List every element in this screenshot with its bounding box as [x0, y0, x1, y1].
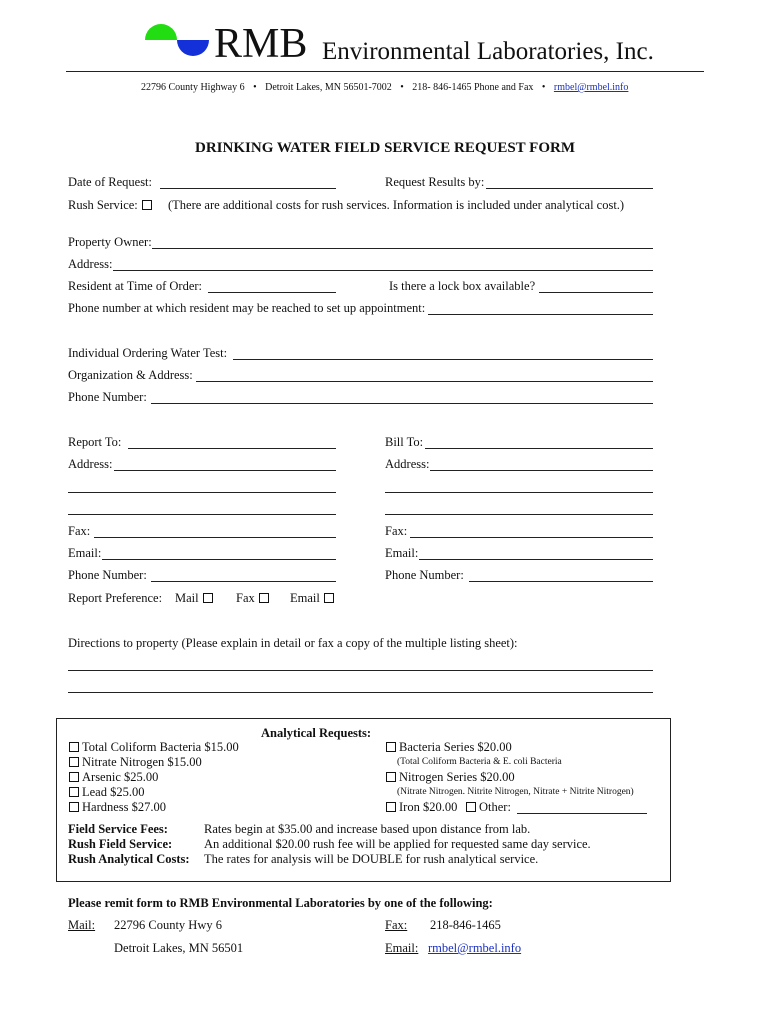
- analytical-item-checkbox[interactable]: [69, 787, 79, 797]
- report-address-label: Address:: [68, 457, 113, 471]
- date-of-request-label: Date of Request:: [68, 175, 153, 189]
- header-divider: [66, 71, 704, 72]
- bill-to-label: Bill To:: [385, 435, 424, 449]
- other-field[interactable]: [517, 813, 647, 814]
- iron-option[interactable]: Iron $20.00: [385, 800, 457, 815]
- analytical-item[interactable]: Nitrate Nitrogen $15.00: [68, 755, 239, 770]
- lock-box-field[interactable]: [539, 292, 653, 293]
- analytical-item-checkbox[interactable]: [69, 742, 79, 752]
- other-checkbox[interactable]: [466, 802, 476, 812]
- analytical-item-checkbox[interactable]: [69, 757, 79, 767]
- bacteria-series-note: (Total Coliform Bacteria & E. coli Bacteria: [397, 757, 562, 767]
- report-preference-label: Report Preference:: [68, 591, 163, 605]
- bacteria-series-option[interactable]: Bacteria Series $20.00: [385, 740, 512, 755]
- request-results-label: Request Results by:: [385, 175, 485, 189]
- header-phone: 218- 846-1465 Phone and Fax: [412, 82, 534, 93]
- rush-service-label: [68, 198, 155, 213]
- pref-fax-checkbox[interactable]: [259, 593, 269, 603]
- remit-mail-label: Mail:: [68, 918, 96, 932]
- resident-phone-label: Phone number at which resident may be reached to set up appointment:: [68, 301, 426, 315]
- pref-mail-checkbox[interactable]: [203, 593, 213, 603]
- bill-phone-field[interactable]: [469, 581, 653, 582]
- report-fax-field[interactable]: [94, 537, 336, 538]
- fee-row: Rush Analytical Costs: The rates for analysis will be DOUBLE for rush analytical service.: [68, 852, 539, 866]
- analytical-heading: Analytical Requests:: [261, 726, 372, 740]
- individual-ordering-field[interactable]: [233, 359, 653, 360]
- bill-fax-label: Fax:: [385, 524, 408, 538]
- individual-ordering-label: Individual Ordering Water Test:: [68, 346, 228, 360]
- report-to-label: Report To:: [68, 435, 122, 449]
- nitrogen-series-option[interactable]: Nitrogen Series $20.00: [385, 770, 515, 785]
- report-to-field[interactable]: [128, 448, 336, 449]
- report-address-line-3[interactable]: [68, 514, 336, 515]
- pref-email-option[interactable]: [290, 591, 337, 606]
- resident-label: Resident at Time of Order:: [68, 279, 203, 293]
- iron-checkbox[interactable]: [386, 802, 396, 812]
- bill-email-field[interactable]: [419, 559, 653, 560]
- property-owner-field[interactable]: [152, 248, 653, 249]
- request-results-field[interactable]: [486, 188, 653, 189]
- remit-email-label: Email:: [385, 941, 419, 955]
- remit-email-link[interactable]: rmbel@rmbel.info: [428, 941, 522, 955]
- phone-number-field[interactable]: [151, 403, 653, 404]
- header-email-link[interactable]: rmbel@rmbel.info: [553, 82, 629, 93]
- report-email-field[interactable]: [102, 559, 336, 560]
- company-name: Environmental Laboratories, Inc.: [322, 38, 654, 65]
- bacteria-series-checkbox[interactable]: [386, 742, 396, 752]
- report-email-label: Email:: [68, 546, 102, 560]
- fees-list: [68, 822, 591, 867]
- property-address-field[interactable]: [113, 270, 653, 271]
- pref-email-label: Email: [290, 591, 320, 605]
- resident-phone-field[interactable]: [428, 314, 653, 315]
- bill-address-line-3[interactable]: [385, 514, 653, 515]
- logo-title: RMB: [214, 21, 308, 67]
- report-address-field[interactable]: [114, 470, 336, 471]
- bill-email-label: Email:: [385, 546, 419, 560]
- report-fax-label: Fax:: [68, 524, 91, 538]
- rush-service-note: (There are additional costs for rush services. Information is included under analytical cost.): [168, 198, 625, 212]
- rush-service-text: Rush Service:: [68, 198, 138, 212]
- remit-fax-value: 218-846-1465: [430, 918, 501, 932]
- nitrogen-series-checkbox[interactable]: [386, 772, 396, 782]
- property-address-label: Address:: [68, 257, 113, 271]
- directions-line-1[interactable]: [68, 670, 653, 671]
- remit-fax-label: Fax:: [385, 918, 408, 932]
- analytical-item-checkbox[interactable]: [69, 772, 79, 782]
- analytical-left-list: [68, 740, 239, 815]
- nitrogen-series-note: (Nitrate Nitrogen. Nitrite Nitrogen, Nitrate + Nitrite Nitrogen): [397, 787, 634, 797]
- analytical-item-checkbox[interactable]: [69, 802, 79, 812]
- directions-line-2[interactable]: [68, 692, 653, 693]
- report-address-line-2[interactable]: [68, 492, 336, 493]
- organization-label: Organization & Address:: [68, 368, 193, 382]
- other-option[interactable]: Other:: [465, 800, 511, 815]
- rush-service-checkbox[interactable]: [142, 200, 152, 210]
- header-contact: 22796 County Highway 6 • Detroit Lakes, MN 56501-7002 • 218- 846-1465 Phone and Fax • rmbel@rmbel.info: [141, 82, 629, 93]
- organization-field[interactable]: [196, 381, 653, 382]
- header-city: Detroit Lakes, MN 56501-7002: [265, 82, 392, 93]
- pref-fax-label: Fax: [236, 591, 255, 605]
- form-title: DRINKING WATER FIELD SERVICE REQUEST FORM: [195, 140, 575, 156]
- analytical-item[interactable]: Total Coliform Bacteria $15.00: [68, 740, 239, 755]
- fee-row: Field Service Fees: Rates begin at $35.00 and increase based upon distance from lab.: [68, 822, 531, 836]
- resident-field[interactable]: [208, 292, 336, 293]
- date-of-request-field[interactable]: [160, 188, 336, 189]
- report-phone-label: Phone Number:: [68, 568, 147, 582]
- bill-to-field[interactable]: [425, 448, 653, 449]
- remit-heading: Please remit form to RMB Environmental Laboratories by one of the following:: [68, 896, 493, 910]
- bill-fax-field[interactable]: [410, 537, 653, 538]
- bill-phone-label: Phone Number:: [385, 568, 464, 582]
- analytical-item[interactable]: Hardness $27.00: [68, 800, 239, 815]
- directions-label: Directions to property (Please explain in detail or fax a copy of the multiple listing sheet):: [68, 636, 518, 650]
- phone-number-label: Phone Number:: [68, 390, 147, 404]
- bill-address-label: Address:: [385, 457, 430, 471]
- pref-email-checkbox[interactable]: [324, 593, 334, 603]
- lock-box-label: Is there a lock box available?: [389, 279, 536, 293]
- fee-row: Rush Field Service: An additional $20.00 rush fee will be applied for requested same day service.: [68, 837, 591, 851]
- remit-mail-line2: Detroit Lakes, MN 56501: [114, 941, 244, 955]
- bill-address-line-2[interactable]: [385, 492, 653, 493]
- analytical-item[interactable]: Arsenic $25.00: [68, 770, 239, 785]
- remit-mail-line1: 22796 County Hwy 6: [114, 918, 222, 932]
- report-phone-field[interactable]: [151, 581, 336, 582]
- header-address: 22796 County Highway 6: [141, 82, 245, 93]
- rmb-logo-icon: [143, 22, 209, 58]
- property-owner-label: Property Owner:: [68, 235, 152, 249]
- pref-fax-option[interactable]: [236, 591, 272, 606]
- pref-mail-option[interactable]: [175, 591, 216, 606]
- pref-mail-label: Mail: [175, 591, 199, 605]
- bill-address-field[interactable]: [430, 470, 653, 471]
- analytical-item[interactable]: Lead $25.00: [68, 785, 239, 800]
